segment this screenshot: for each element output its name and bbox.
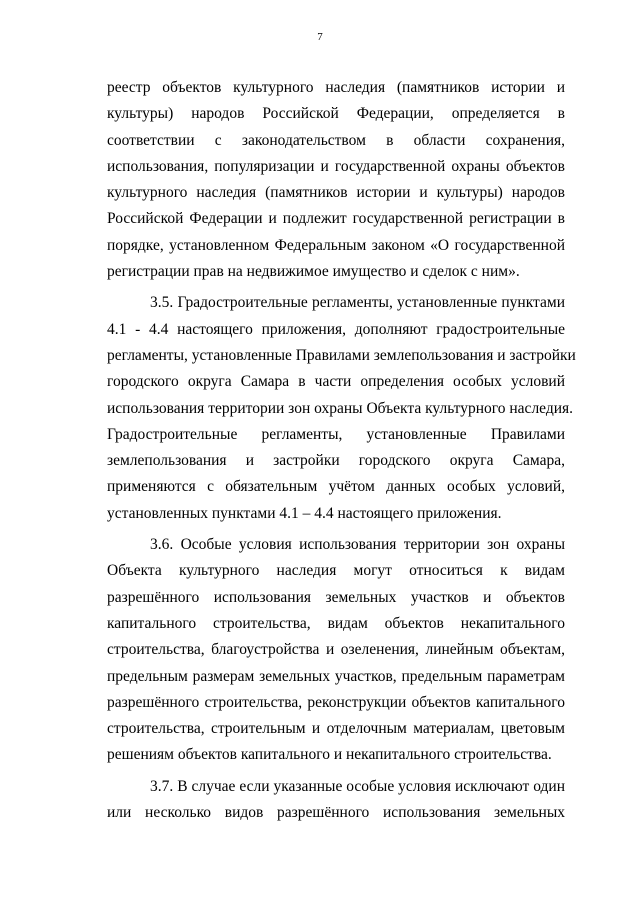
text-line: Объекта культурного наследия могут относиться к видам — [107, 562, 565, 580]
page-number: 7 — [317, 31, 323, 43]
text-line: применяются с обязательным учётом данных особых условий, — [107, 478, 565, 496]
text-line: решениям объектов капитального и некапитального строительства. — [107, 746, 552, 764]
text-line: 4.1 - 4.4 настоящего приложения, дополняют градостроительные — [107, 320, 565, 338]
text-line: строительства, строительным и отделочным материалам, цветовым — [107, 720, 565, 738]
text-line: разрешённого использования земельных участков и объектов — [107, 588, 565, 606]
text-line: установленных пунктами 4.1 – 4.4 настоящего приложения. — [107, 504, 502, 522]
text-line: предельным размерам земельных участков, предельным параметрам — [107, 667, 565, 685]
paragraph-3-6 — [107, 532, 565, 769]
text-line: разрешённого строительства, реконструкции объектов капитального — [107, 693, 565, 711]
text-line: использования, популяризации и государственной охраны объектов — [107, 157, 565, 175]
text-line: 3.5. Градостроительные регламенты, установленные пунктами — [150, 294, 565, 312]
paragraph-3-5 — [107, 290, 576, 527]
text-line: культурного наследия (памятников истории и культуры) народов — [107, 184, 565, 202]
text-line: соответствии с законодательством в области сохранения, — [107, 131, 565, 149]
text-line: использования территории зон охраны Объекта культурного наследия. — [107, 399, 574, 417]
text-line: порядке, установленном Федеральным законом «О государственной — [107, 236, 565, 254]
text-line: строительства, благоустройства и озеленения, линейным объектам, — [107, 641, 565, 659]
text-line: городского округа Самара в части определения особых условий — [107, 373, 565, 391]
text-line: землепользования и застройки городского округа Самара, — [107, 452, 565, 470]
paragraph-registry — [107, 75, 565, 285]
document-body — [107, 75, 576, 831]
text-line: Российской Федерации и подлежит государственной регистрации в — [107, 210, 565, 228]
text-line: культуры) народов Российской Федерации, определяется в — [107, 105, 565, 123]
text-line: 3.7. В случае если указанные особые условия исключают один — [150, 777, 565, 795]
text-line: регламенты, установленные Правилами землепользования и застройки — [107, 346, 576, 364]
text-line: или несколько видов разрешённого использования земельных — [107, 804, 565, 822]
text-line: 3.6. Особые условия использования территории зон охраны — [150, 536, 565, 554]
text-line: капитального строительства, видам объектов некапитального — [107, 614, 565, 632]
text-line: регистрации прав на недвижимое имущество и сделок с ним». — [107, 263, 520, 281]
text-line: реестр объектов культурного наследия (памятников истории и — [107, 79, 565, 96]
text-line: Градостроительные регламенты, установленные Правилами — [107, 425, 565, 443]
paragraph-3-7 — [107, 774, 565, 827]
